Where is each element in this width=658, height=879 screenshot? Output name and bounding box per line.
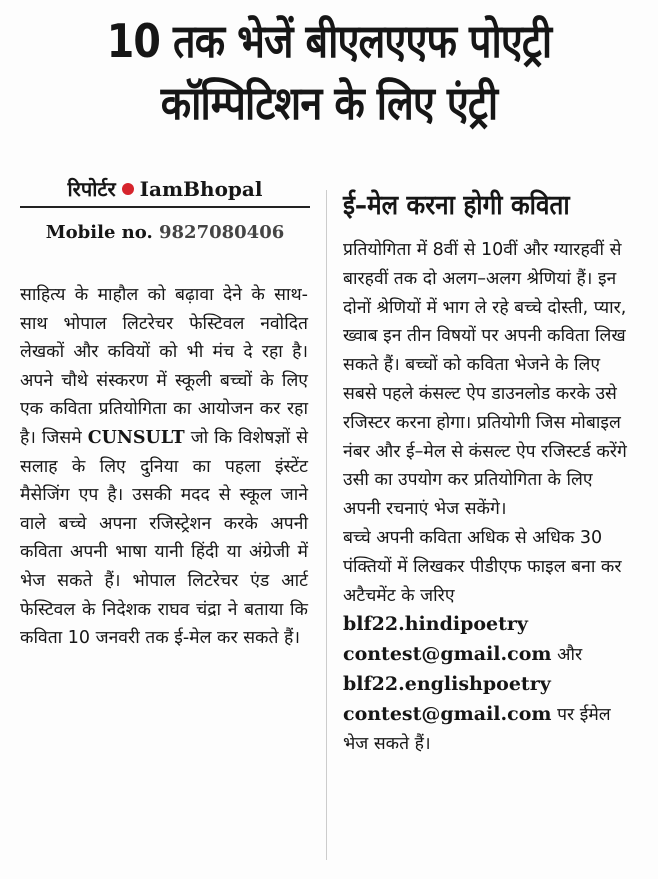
- left-column-body: [20, 281, 308, 653]
- headline-line-1: 10 तक भेजें बीएलएएफ पोएट्री: [106, 14, 552, 68]
- byline-role: रिपोर्टर: [67, 177, 116, 201]
- mobile-label: Mobile no.: [45, 222, 153, 243]
- byline-outlet: IamBhopal: [139, 177, 263, 201]
- email-english-contest[interactable]: blf22.englishpoetry contest@gmail.com: [343, 672, 552, 725]
- brand-name: CUNSULT: [87, 427, 185, 448]
- conjunction: और: [557, 645, 583, 666]
- headline: [46, 10, 612, 134]
- red-dot-icon: [122, 183, 134, 195]
- mobile-number: 9827080406: [159, 222, 285, 243]
- right-paragraph-1: प्रतियोगिता में 8वीं से 10वीं और ग्यारहवीं से बारहवीं तक दो अलग–अलग श्रेणियां हैं। इन दोनों श्रेणियों में भाग ले रहे बच्चे दोस्ती, प्यार, ख्वाब इन तीन विषयों पर अपनी कविता लिख सकते हैं। बच्चों को कविता भेजने के लिए सबसे पहले कंसल्ट ऐप डाउनलोड करके उसे रजिस्टर करना होगा। प्रतियोगी जिस मोबाइल नंबर और ई–मेल से कंसल्ट ऐप रजिस्टर्ड करेंगे उसी का उपयोग कर प्रतियोगिता के लिए अपनी रचनाएं भेज सकेंगे।: [343, 240, 627, 520]
- byline: [20, 176, 310, 208]
- closing-text: पर ईमेल भेज सकते हैं।: [343, 704, 611, 754]
- headline-line-2: कॉम्पिटिशन के लिए एंट्री: [160, 76, 498, 130]
- right-paragraph-2: बच्चे अपनी कविता अधिक से अधिक 30 पंक्तियों में लिखकर पीडीएफ फाइल बना कर अटैचमेंट के जरिए: [343, 527, 622, 606]
- column-divider: [326, 190, 327, 860]
- left-text-after: जो कि विशेषज्ञों से सलाह के लिए दुनिया का पहला इंस्टेंट मैसेजिंग एप है। उसकी मदद से स्कूल जाने वाले बच्चे अपना रजिस्ट्रेशन करके अपनी कविता अपनी भाषा यानी हिंदी या अंग्रेजी में भेज सकते हैं। भोपाल लिटरेचर एंड आर्ट फेस्टिवल के निदेशक राघव चंद्रा ने बताया कि कविता 10 जनवरी तक ई-मेल कर सकते हैं।: [20, 427, 308, 649]
- mobile-line: [20, 220, 310, 246]
- left-text-before: साहित्य के माहौल को बढ़ावा देने के साथ-साथ भोपाल लिटरेचर फेस्टिवल नवोदित लेखकों और कवियों को भी मंच दे रहा है। अपने चौथे संस्करण में स्कूली बच्चों के लिए एक कविता प्रतियोगिता का आयोजन कर रहा है। जिसमे: [20, 285, 308, 448]
- right-column-body: [343, 236, 633, 758]
- email-hindi-contest[interactable]: blf22.hindipoetry contest@gmail.com: [343, 613, 552, 666]
- subheading: ई–मेल करना होगी कविता: [343, 190, 570, 221]
